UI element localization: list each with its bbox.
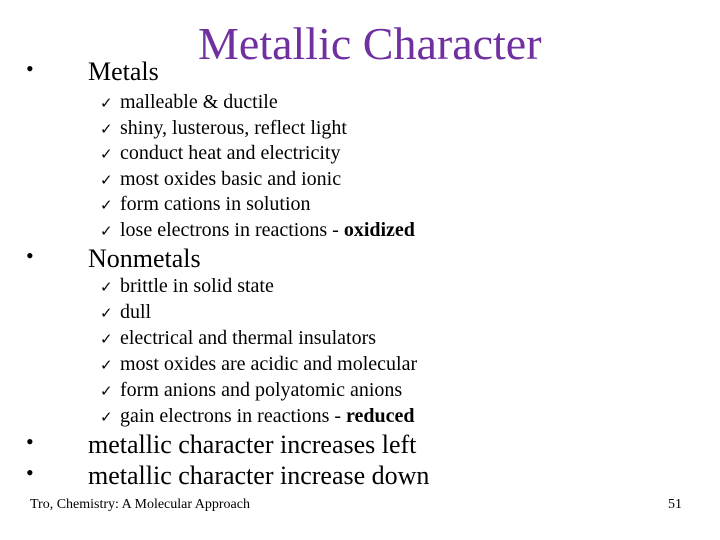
checkmark-icon: ✓ xyxy=(100,171,113,189)
list-item xyxy=(100,274,274,299)
checkmark-icon: ✓ xyxy=(100,94,113,112)
bullet-trend-left xyxy=(26,431,416,459)
list-item-text: form cations in solution xyxy=(120,193,311,215)
list-item-text: conduct heat and electricity xyxy=(120,142,341,164)
list-item-text: lose electrons in reactions - xyxy=(120,219,344,241)
section-heading-nonmetals: Nonmetals xyxy=(88,244,201,273)
list-item-text: gain electrons in reactions - xyxy=(120,405,347,427)
checkmark-icon: ✓ xyxy=(100,330,113,348)
checkmark-icon: ✓ xyxy=(100,304,113,322)
bullet-dot-icon: • xyxy=(26,243,34,268)
list-item-text: brittle in solid state xyxy=(120,275,274,297)
page-number: 51 xyxy=(668,497,682,512)
checkmark-icon: ✓ xyxy=(100,120,113,138)
checkmark-icon: ✓ xyxy=(100,356,113,374)
list-item-text: shiny, lusterous, reflect light xyxy=(120,117,347,139)
list-item xyxy=(100,116,347,141)
list-item-text: dull xyxy=(120,301,152,323)
checkmark-icon: ✓ xyxy=(100,382,113,400)
list-item xyxy=(100,192,311,217)
checkmark-icon: ✓ xyxy=(100,145,113,163)
list-item-emphasis: reduced xyxy=(346,405,415,427)
checkmark-icon: ✓ xyxy=(100,196,113,214)
checkmark-icon: ✓ xyxy=(100,278,113,296)
list-item xyxy=(100,167,341,192)
bullet-trend-down xyxy=(26,462,429,490)
bullet-dot-icon: • xyxy=(26,56,34,81)
trend-text: metallic character increase down xyxy=(88,461,430,490)
list-item-emphasis: oxidized xyxy=(343,219,415,241)
list-item xyxy=(100,141,340,166)
section-heading-metals: Metals xyxy=(88,57,159,86)
list-item-text: most oxides are acidic and molecular xyxy=(120,353,418,375)
slide-title: Metallic Character xyxy=(198,18,542,69)
bullet-nonmetals xyxy=(26,245,201,273)
list-item xyxy=(100,352,417,377)
footer-source: Tro, Chemistry: A Molecular Approach xyxy=(30,497,250,512)
list-item-text: form anions and polyatomic anions xyxy=(120,379,403,401)
list-item xyxy=(100,404,415,429)
list-item xyxy=(100,300,151,325)
bullet-dot-icon: • xyxy=(26,460,34,485)
trend-text: metallic character increases left xyxy=(88,430,417,459)
list-item xyxy=(100,326,376,351)
list-item xyxy=(100,378,402,403)
checkmark-icon: ✓ xyxy=(100,408,113,426)
bullet-metals xyxy=(26,58,159,86)
list-item-text: malleable & ductile xyxy=(120,91,278,113)
list-item-text: electrical and thermal insulators xyxy=(120,327,377,349)
list-item xyxy=(100,90,278,115)
checkmark-icon: ✓ xyxy=(100,222,113,240)
list-item-text: most oxides basic and ionic xyxy=(120,168,342,190)
list-item xyxy=(100,218,415,243)
bullet-dot-icon: • xyxy=(26,429,34,454)
